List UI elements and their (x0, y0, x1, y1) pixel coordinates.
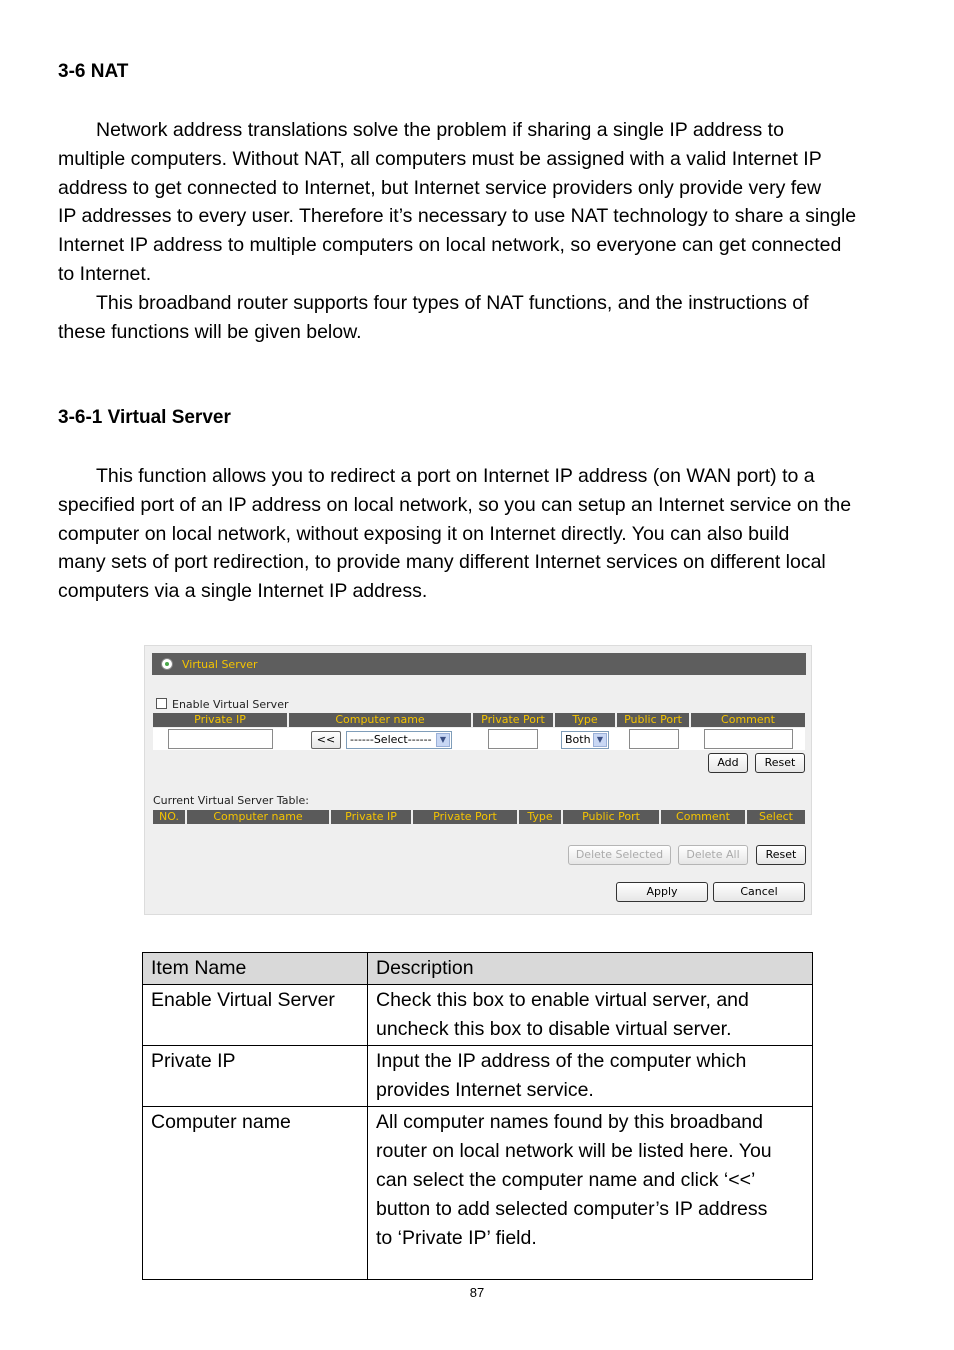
table-header-row (143, 953, 813, 985)
text-line: address to get connected to Internet, but Internet service providers only provide very few (58, 176, 822, 199)
table-row (143, 1046, 813, 1107)
section-heading: 3-6 NAT (58, 61, 129, 82)
text-line: many sets of port redirection, to provide many different Internet services on different local (58, 551, 826, 574)
item-name: Private IP (143, 1046, 368, 1107)
item-description (368, 1107, 813, 1280)
add-button[interactable]: Add (708, 753, 748, 773)
header-description: Description (368, 953, 813, 985)
computer-name-select-value: ------Select------ (350, 733, 432, 746)
description-line: button to add selected computer’s IP address (376, 1198, 768, 1220)
item-name: Enable Virtual Server (143, 985, 368, 1046)
enable-virtual-server-label: Enable Virtual Server (172, 698, 289, 711)
header-type: Type (555, 713, 615, 727)
radio-bullet-icon (161, 658, 173, 670)
type-select[interactable] (561, 731, 609, 749)
text-line: computer on local network, without exposing it on Internet directly. You can also build (58, 522, 790, 545)
description-line: provides Internet service. (376, 1079, 594, 1101)
col-private-ip: Private IP (331, 810, 411, 824)
cancel-button[interactable]: Cancel (713, 882, 805, 902)
text-line: these functions will be given below. (58, 320, 362, 343)
subsection-heading: 3-6-1 Virtual Server (58, 407, 231, 428)
item-description (368, 1046, 813, 1107)
enable-virtual-server-checkbox[interactable] (156, 698, 167, 709)
description-line: uncheck this box to disable virtual server. (376, 1018, 732, 1040)
description-line: All computer names found by this broadband (376, 1111, 763, 1133)
description-line: Check this box to enable virtual server, and (376, 989, 749, 1011)
col-select: Select (747, 810, 805, 824)
text-line: to Internet. (58, 262, 152, 285)
col-no: NO. (153, 810, 185, 824)
header-private-ip: Private IP (153, 713, 287, 727)
header-public-port: Public Port (617, 713, 689, 727)
apply-button[interactable]: Apply (616, 882, 708, 902)
type-select-value: Both (565, 733, 591, 746)
item-name: Computer name (143, 1107, 368, 1280)
delete-selected-button[interactable]: Delete Selected (568, 845, 671, 865)
description-line: router on local network will be listed here. You (376, 1140, 772, 1162)
text-line: multiple computers. Without NAT, all computers must be assigned with a valid Internet IP (58, 147, 822, 170)
col-private-port: Private Port (413, 810, 517, 824)
description-line: to ‘Private IP’ field. (376, 1227, 537, 1249)
text-line: Internet IP address to multiple computers on local network, so everyone can get connected (58, 234, 842, 257)
chevron-down-icon: ▼ (436, 733, 450, 747)
reset-button[interactable]: Reset (755, 753, 805, 773)
reset-table-button[interactable]: Reset (756, 845, 806, 865)
private-ip-input[interactable] (168, 729, 273, 749)
text-line: specified port of an IP address on local network, so you can setup an Internet service on the (58, 493, 852, 516)
col-public-port: Public Port (563, 810, 659, 824)
intro-paragraph (58, 116, 900, 346)
header-item-name: Item Name (143, 953, 368, 985)
item-description-table (142, 952, 813, 1280)
item-description (368, 985, 813, 1046)
header-comment: Comment (691, 713, 805, 727)
text-line: IP addresses to every user. Therefore it’s necessary to use NAT technology to share a single (58, 205, 857, 228)
table-row (143, 985, 813, 1046)
table-row (143, 1107, 813, 1280)
page-number: 87 (469, 1285, 485, 1300)
text-line: Network address translations solve the problem if sharing a single IP address to (96, 119, 784, 141)
private-port-input[interactable] (488, 729, 538, 749)
description-line: Input the IP address of the computer which (376, 1050, 747, 1072)
comment-input[interactable] (704, 729, 793, 749)
virtual-server-paragraph (58, 462, 900, 606)
header-private-port: Private Port (473, 713, 553, 727)
description-line: can select the computer name and click ‘<<’ (376, 1169, 756, 1191)
public-port-input[interactable] (629, 729, 679, 749)
computer-name-select[interactable] (346, 731, 452, 749)
text-line: This function allows you to redirect a port on Internet IP address (on WAN port) to a (96, 465, 815, 487)
panel-title: Virtual Server (182, 658, 258, 671)
text-line: This broadband router supports four types of NAT functions, and the instructions of (96, 291, 809, 314)
copy-ip-button[interactable]: << (311, 731, 341, 749)
col-computer-name: Computer name (187, 810, 329, 824)
panel-titlebar (152, 653, 806, 675)
col-comment: Comment (661, 810, 745, 824)
text-line: computers via a single Internet IP address. (58, 580, 428, 603)
chevron-down-icon: ▼ (593, 733, 607, 747)
col-type: Type (519, 810, 561, 824)
delete-all-button[interactable]: Delete All (678, 845, 748, 865)
virtual-server-panel (144, 645, 812, 915)
header-computer-name: Computer name (289, 713, 471, 727)
table-label: Current Virtual Server Table: (153, 794, 309, 807)
